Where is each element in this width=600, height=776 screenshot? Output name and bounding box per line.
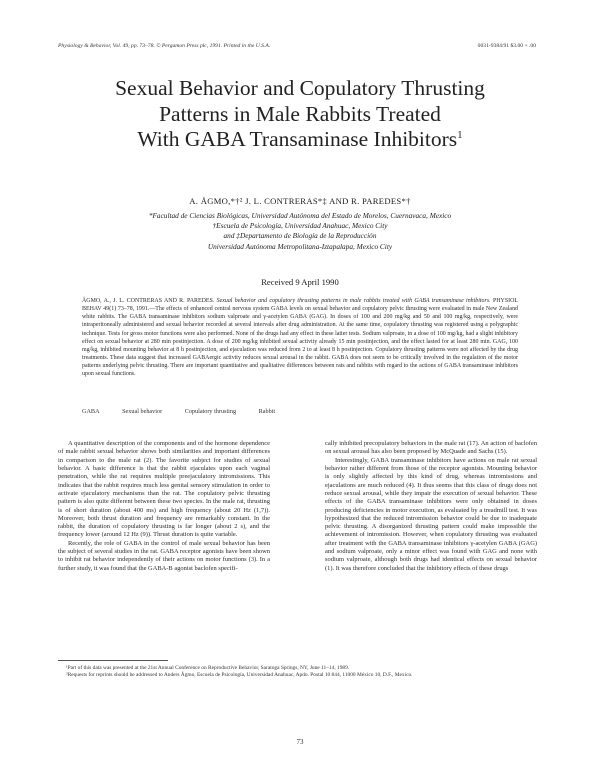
title-line-3 — [60, 127, 540, 153]
body-paragraph: Recently, the role of GABA in the control of male sexual behavior has been the subject of several studies in the rat. GABA receptor agonists have been shown to inhibit rat behavior independently of their actions on motor functions (3). In a further study, it was found that the GABA-B agonist baclofen specifi- — [58, 539, 270, 572]
title-line-3-text: With GABA Transaminase Inhibitors — [137, 127, 458, 151]
footnote: ¹Part of this data was presented at the 21st Annual Conference on Reproductive Behavior, Saratoga Springs, NY, June 11–14, 1989. — [66, 665, 350, 671]
affiliation-line: †Escuela de Psicología, Universidad Anahuac, Mexico City — [212, 221, 388, 231]
body-paragraph: Interestingly, GABA transaminase inhibitors have actions on male rat sexual behavior rather different from those of the receptor agonists. Mounting behavior is only slightly affected by this kind of drug, whereas intromissions and ejaculations are much reduced (4). It thus seems that this class of drugs does not reduce sexual arousal, while they impair the execution of sexual behavior. These effects of the GABA transaminase inhibitors were only obtained in doses producing deficiencies in motor execution, as evaluated by a treadmill test. It was hypothesized that the reduced intromission behavior could be due to inadequate pelvic thrusting. A disorganized thrusting pattern could make impossible the achievement of intromission. However, when copulatory thrusting was evaluated after treatment with the GABA transaminase inhibitors γ-acetylen GABA (GAG) and sodium valproate, only a minor effect was found with GAG and none with sodium valproate, although both drugs had identical effects on sexual behavior (1). It was therefore concluded that the inhibitory effects of these drugs — [325, 456, 537, 572]
body-paragraph: A quantitative description of the components and of the hormone dependence of male rabbit sexual behavior shows both similarities and important differences in comparison to the male rat (2). The favorite subject for studies of sexual behavior. A basic difference is that the rabbit ejaculates upon each vaginal penetration, while the rat requires multiple preejaculatory intromissions. This indicates that the rabbit requires much less genital sensory stimulation in order to activate ejaculatory mechanisms than the rat. The copulatory pelvic thrusting pattern is also quite different between these two species. In the male rat, thrusting is of short duration (about 400 ms) and high frequency (about 20 Hz (1,7)). Moreover, both thrust duration and frequency are remarkably constant. In the rabbit, the duration of copulatory thrusting is far longer (about 2 s), and the frequency lower (around 12 Hz (9)). Thrust duration is quite variable. — [58, 440, 270, 539]
keyword: Copulatory thrusting — [184, 408, 237, 415]
article-title — [60, 76, 540, 153]
running-header-right: 0031-9384/91 $3.00 + .00 — [477, 43, 536, 49]
keyword: Sexual behavior — [122, 408, 163, 415]
body-column-left — [58, 440, 270, 573]
abstract-body: —The effects of enhanced central nervous system GABA levels on sexual behavior and copulatory pelvic thrusting were evaluated in male New Zealand white rabbits. The GABA transaminase inhibitors sodium valproate and γ-acetylen GABA (GAG). In doses of 100 and 200 mg/kg and 50 and 100 mg/kg, respectively, were intraperitoneally administered and sexual behavior recorded at several intervals after drug administration. At the same time, copulatory thrusting was registered using a polygraphic technique. Tests for gross motor functions were also performed. None of the drugs had any effect in these latter tests. Sodium valproate, in a dose of 100 mg/kg, had a slight inhibitory effect on sexual behavior at 280 min postinjection. A dose of 200 mg/kg inhibited sexual activity already 15 min postinjection, and the effect lasted for at least 280 min. GAG, 100 mg/kg, inhibited mounting behavior at 8 h postinjection, and ejaculation was reduced from 2 to at least 8 h postinjection. Copulatory thrusting patterns were not affected by the drug treatments. These data suggest that increased GABAergic activity reduces sexual arousal in the rabbit. GABA does not seem to be critically involved in the regulation of the motor patterns underlying pelvic thrusting. There are important quantitative and qualitative differences between rats and rabbits with regard to the actions of GABA transaminase inhibitors upon sexual functions. — [82, 306, 519, 378]
footnote: ²Requests for reprints should be addressed to Anders Ågmo, Escuela de Psicología, Universidad Anahuac, Apdo. Postal 10 844, 11000 México 10, D.F., Mexico. — [66, 672, 413, 679]
title-footnote-mark: 1 — [457, 128, 463, 141]
keywords — [82, 408, 518, 415]
keyword: GABA — [82, 408, 100, 415]
abstract-title: Sexual behavior and copulatory thrusting patterns in male rabbits treated with GABA transaminase inhibitors. — [216, 298, 491, 304]
affiliation-line: and ‡Departamento de Biología de la Reproducción — [223, 231, 377, 241]
running-header-left: Physiology & Behavior, Vol. 49, pp. 73–78. © Pergamon Press plc, 1991. Printed in the U.S.A. — [58, 43, 271, 49]
received-date: Received 9 April 1990 — [261, 277, 339, 287]
author-list: A. ÅGMO,*†² J. L. CONTRERAS*‡ AND R. PAREDES*† — [189, 196, 411, 206]
footnote-divider — [58, 660, 168, 661]
affiliation-line: *Facultad de Ciencias Biológicas, Universidad Autónoma del Estado de Morelos, Cuernavaca, Mexico — [148, 211, 452, 220]
abstract-authors: ÅGMO, A., J. L. CONTRERAS AND R. PAREDES. — [82, 298, 215, 304]
page-number: 73 — [296, 738, 304, 746]
abstract-citation: PHYSIOL BEHAV 49(1) 73–78, 1991. — [82, 298, 519, 313]
title-line-1: Sexual Behavior and Copulatory Thrusting — [115, 76, 485, 100]
title-line-2: Patterns in Male Rabbits Treated — [159, 101, 441, 126]
body-paragraph: cally inhibited precopulatory behaviors in the male rat (17). An action of baclofen on sexual arousal has also been proposed by McQuade and Sachs (15). — [325, 440, 537, 456]
keyword: Rabbit — [258, 408, 276, 415]
footnotes — [58, 665, 538, 679]
affiliations — [70, 211, 530, 252]
body-column-right — [325, 440, 537, 573]
abstract — [82, 297, 518, 379]
affiliation-line: Universidad Autónoma Metropolitana-Iztapalapa, Mexico City — [207, 241, 393, 251]
